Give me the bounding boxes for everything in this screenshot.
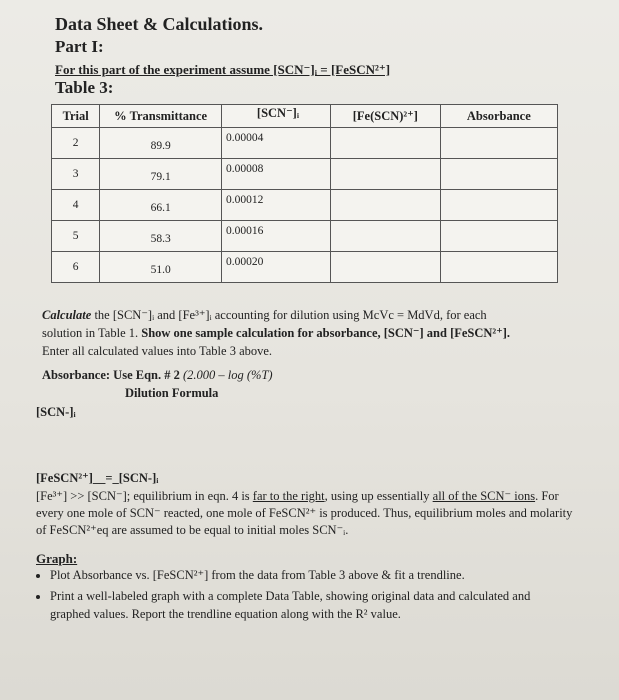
graph-instructions-list (30, 566, 570, 626)
table-row (52, 221, 558, 252)
col-scn-initial: [SCN⁻]ᵢ (221, 105, 330, 128)
fescn-cell[interactable] (331, 252, 441, 283)
part-heading: Part I: (55, 37, 104, 56)
instruction-line-2b: Show one sample calculation for absorbance, [SCN⁻] and [FeSCN²⁺]. (141, 326, 511, 340)
instruction-line-1: the [SCN⁻]ᵢ and [Fe³⁺]ᵢ accounting for dilution using McVc = MdVd, for each (91, 308, 487, 322)
absorbance-equation: Absorbance: Use Eqn. # 2 (2.000 – log (%T) (42, 368, 273, 382)
dilution-formula-label: Dilution Formula (125, 386, 219, 400)
col-fescn: [Fe(SCN)²⁺] (331, 105, 441, 128)
absorbance-cell[interactable] (440, 190, 557, 221)
trial-cell: 4 (52, 190, 100, 221)
scn-cell: 0.00004 (221, 128, 330, 159)
transmittance-cell: 66.1 (100, 190, 222, 221)
table-label: Table 3: (55, 78, 114, 97)
transmittance-cell: 79.1 (100, 159, 222, 190)
calculate-word: Calculate (42, 308, 92, 322)
fescn-cell[interactable] (331, 128, 441, 159)
table-row (52, 159, 558, 190)
absorbance-cell[interactable] (440, 252, 557, 283)
graph-heading: Graph: (36, 551, 78, 566)
table-row (52, 128, 558, 159)
fescn-equality: [FeSCN²⁺]__=_[SCN-]ᵢ (36, 471, 159, 485)
col-absorbance: Absorbance (440, 105, 557, 128)
absorbance-cell[interactable] (440, 221, 557, 252)
table-header-row (52, 105, 558, 128)
transmittance-cell: 58.3 (100, 221, 222, 252)
fescn-cell[interactable] (331, 159, 441, 190)
table-row (52, 252, 558, 283)
trial-cell: 2 (52, 128, 100, 159)
scn-cell: 0.00020 (221, 252, 330, 283)
assumption-note: For this part of the experiment assume [SCN⁻]ᵢ = [FeSCN²⁺] (55, 62, 391, 77)
list-item: • Plot Absorbance vs. [FeSCN²⁺] from the data from Table 3 above & fit a trendline. (50, 566, 570, 584)
equilibrium-paragraph: [Fe³⁺] >> [SCN⁻]; equilibrium in eqn. 4 is far to the right, using up essentially all of the SCN⁻ ions. For every one mole of SCN⁻ reacted, one mole of FeSCN²⁺ is produced. Thus, equilibrium moles and molarity of FeSCN²⁺eq are assumed to be equal to initial moles SCN⁻ᵢ. (36, 489, 573, 537)
absorbance-cell[interactable] (440, 128, 557, 159)
trial-cell: 6 (52, 252, 100, 283)
list-item: • Print a well-labeled graph with a complete Data Table, showing original data and calculated and graphed values. Report the trendline equation along with the R² value. (50, 587, 570, 623)
col-trial: Trial (52, 105, 100, 128)
col-transmittance: % Transmittance (100, 105, 222, 128)
table-row (52, 190, 558, 221)
fescn-cell[interactable] (331, 221, 441, 252)
scn-cell: 0.00008 (221, 159, 330, 190)
scn-cell: 0.00016 (221, 221, 330, 252)
instruction-line-3: Enter all calculated values into Table 3 above. (42, 344, 273, 358)
transmittance-cell: 89.9 (100, 128, 222, 159)
page-title: Data Sheet & Calculations. (55, 14, 263, 34)
instruction-line-2a: solution in Table 1. (42, 326, 142, 340)
trial-cell: 5 (52, 221, 100, 252)
data-table (51, 104, 558, 283)
scn-initial-label: [SCN-]ᵢ (36, 405, 76, 419)
fescn-cell[interactable] (331, 190, 441, 221)
transmittance-cell: 51.0 (100, 252, 222, 283)
calculation-instructions (42, 306, 582, 360)
trial-cell: 3 (52, 159, 100, 190)
absorbance-cell[interactable] (440, 159, 557, 190)
scn-cell: 0.00012 (221, 190, 330, 221)
